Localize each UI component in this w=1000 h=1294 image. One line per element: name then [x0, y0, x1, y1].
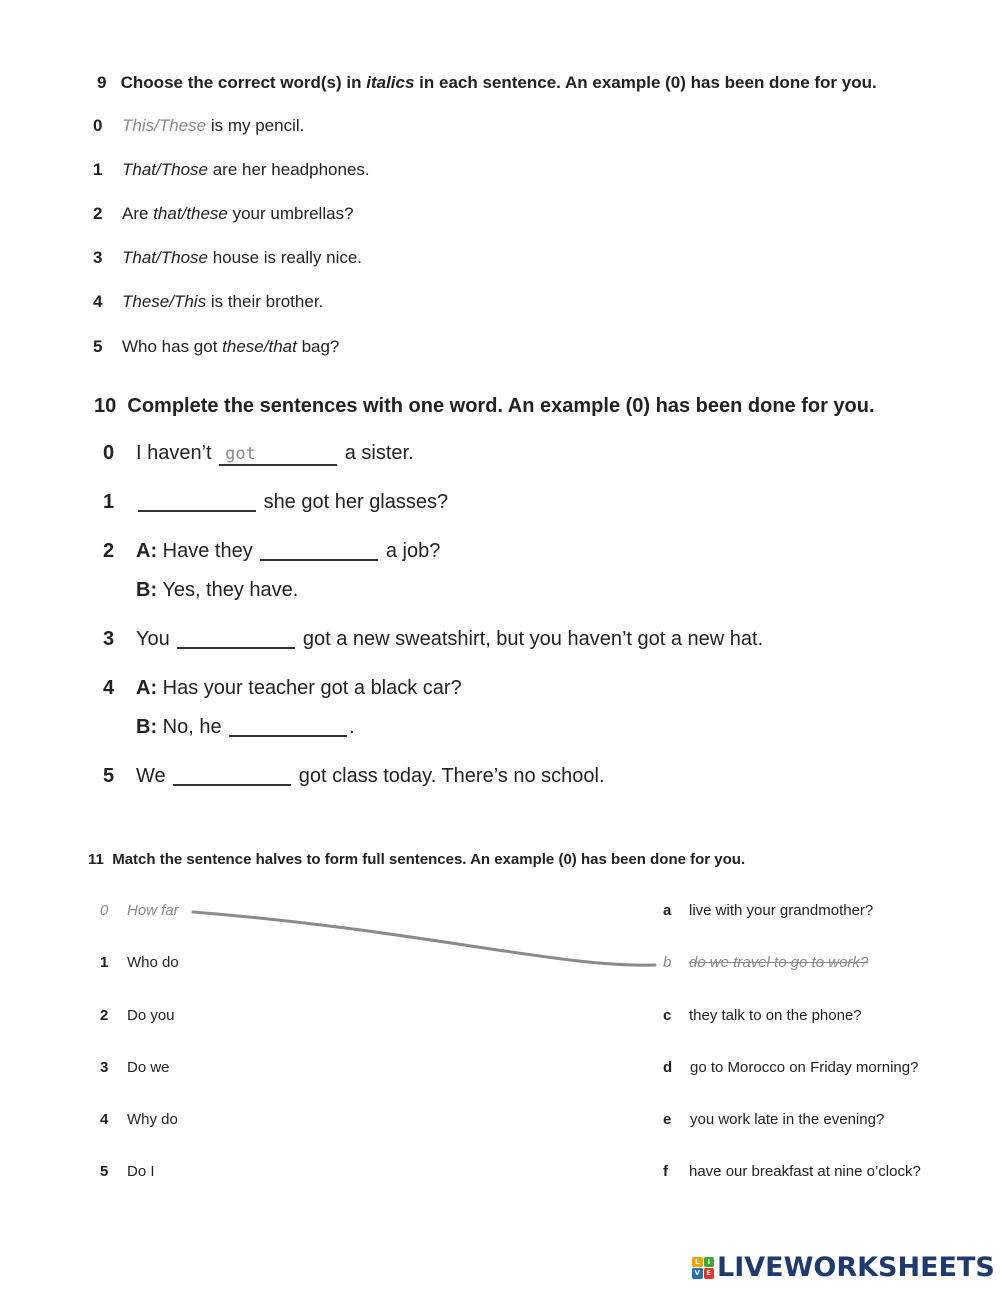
- ex11-number: 11: [88, 851, 104, 868]
- match-right-text: you work late in the evening?: [690, 1111, 885, 1128]
- ex10-item-pre: No, he: [162, 716, 222, 738]
- ex9-item-post: is my pencil.: [206, 116, 305, 135]
- match-right-text: have our breakfast at nine o’clock?: [689, 1163, 921, 1180]
- liveworksheets-logo: [692, 1252, 995, 1283]
- ex10-item-pre: I haven’t: [136, 442, 212, 464]
- ex9-item-num: 1: [93, 160, 103, 179]
- ex10-item-num: 0: [103, 442, 115, 464]
- speaker-label: A:: [136, 540, 158, 562]
- ex9-item-num: 3: [93, 248, 103, 267]
- ex11-instruction: Match the sentence halves to form full sentences. An example (0) has been done for you.: [112, 851, 746, 868]
- match-right-letter: b: [663, 954, 672, 971]
- ex9-number: 9: [97, 73, 107, 92]
- ex9-item-options[interactable]: That/Those: [122, 160, 208, 179]
- match-left-text: Who do: [127, 954, 179, 971]
- ex9-item-num: 2: [93, 204, 103, 223]
- ex9-item-pre: Are: [122, 204, 154, 223]
- match-left-num: 4: [100, 1111, 109, 1128]
- match-right-text: do we travel to go to work?: [689, 954, 869, 971]
- match-right-letter: c: [663, 1007, 672, 1024]
- logo-mark-letter: E: [704, 1268, 715, 1279]
- logo-mark-icon: [692, 1257, 714, 1279]
- ex9-instruction-before: Choose the correct word(s) in: [120, 73, 367, 92]
- match-left-num: 5: [100, 1163, 109, 1180]
- ex9-item-num: 0: [93, 116, 103, 135]
- speaker-label: B:: [136, 716, 158, 738]
- ex9-item-options[interactable]: This/These: [122, 116, 207, 135]
- match-right-letter: d: [663, 1059, 673, 1076]
- match-left-num: 0: [100, 902, 109, 919]
- match-left-text: Why do: [127, 1111, 178, 1128]
- ex10-item-post: got class today. There’s no school.: [298, 765, 605, 787]
- ex9-item-num: 5: [93, 337, 103, 356]
- ex10-item-text: Has your teacher got a black car?: [162, 677, 462, 699]
- speaker-label: A:: [136, 677, 158, 699]
- match-right-text: go to Morocco on Friday morning?: [690, 1059, 919, 1076]
- match-left-num: 2: [100, 1007, 109, 1024]
- logo-text: LIVEWORKSHEETS: [717, 1252, 995, 1283]
- ex10-item-num: 2: [103, 540, 115, 562]
- match-right-text: they talk to on the phone?: [689, 1007, 862, 1024]
- match-connector-line: [193, 912, 655, 965]
- match-right-text: live with your grandmother?: [689, 902, 874, 919]
- match-left-num: 3: [100, 1059, 109, 1076]
- speaker-label: B:: [136, 579, 158, 601]
- match-left-text: Do you: [127, 1007, 175, 1024]
- ex9-item-post: are her headphones.: [208, 160, 370, 179]
- logo-mark-letter: V: [692, 1268, 703, 1279]
- ex9-item-num: 4: [93, 292, 103, 311]
- match-left-text: How far: [127, 902, 179, 919]
- ex10-item-post: .: [349, 716, 355, 738]
- ex10-item-text: Yes, they have.: [162, 579, 299, 601]
- ex9-instruction-italic: italics: [366, 73, 415, 92]
- ex10-item-num: 5: [103, 765, 115, 787]
- logo-mark-letter: L: [692, 1257, 703, 1268]
- match-left-text: Do we: [127, 1059, 170, 1076]
- match-right-letter: e: [663, 1111, 672, 1128]
- ex9-item-pre: Who has got: [122, 337, 223, 356]
- ex10-item-post: got a new sweatshirt, but you haven’t got a new hat.: [302, 628, 764, 650]
- ex10-item-post: she got her glasses?: [263, 491, 449, 513]
- match-left-text: Do I: [127, 1163, 155, 1180]
- ex9-instruction-after: in each sentence. An example (0) has been done for you.: [414, 73, 877, 92]
- match-right-letter: a: [663, 902, 672, 919]
- ex9-item-options[interactable]: These/This: [122, 292, 207, 311]
- ex10-item-num: 3: [103, 628, 115, 650]
- ex10-item-post: a sister.: [344, 442, 414, 464]
- ex10-item-num: 4: [103, 677, 115, 699]
- ex10-item-pre: You: [136, 628, 170, 650]
- ex9-item-options[interactable]: That/Those: [122, 248, 208, 267]
- ex9-item-post: your umbrellas?: [227, 204, 354, 223]
- match-right-letter: f: [663, 1163, 668, 1180]
- ex10-item-post: a job?: [385, 540, 441, 562]
- ex9-item-post: is their brother.: [206, 292, 324, 311]
- ex9-item-post: house is really nice.: [208, 248, 363, 267]
- ex9-item-options[interactable]: these/that: [222, 337, 297, 356]
- ex9-item-options[interactable]: that/these: [153, 204, 228, 223]
- ex10-number: 10: [94, 395, 117, 417]
- ex9-item-post: bag?: [296, 337, 340, 356]
- logo-mark-letter: I: [704, 1257, 715, 1268]
- ex10-item-pre: We: [136, 765, 166, 787]
- ex10-instruction: Complete the sentences with one word. An example (0) has been done for you.: [127, 395, 875, 417]
- answer-blank-example[interactable]: got: [219, 444, 337, 466]
- ex10-item-pre: Have they: [162, 540, 253, 562]
- match-left-num: 1: [100, 954, 109, 971]
- ex10-item-num: 1: [103, 491, 115, 513]
